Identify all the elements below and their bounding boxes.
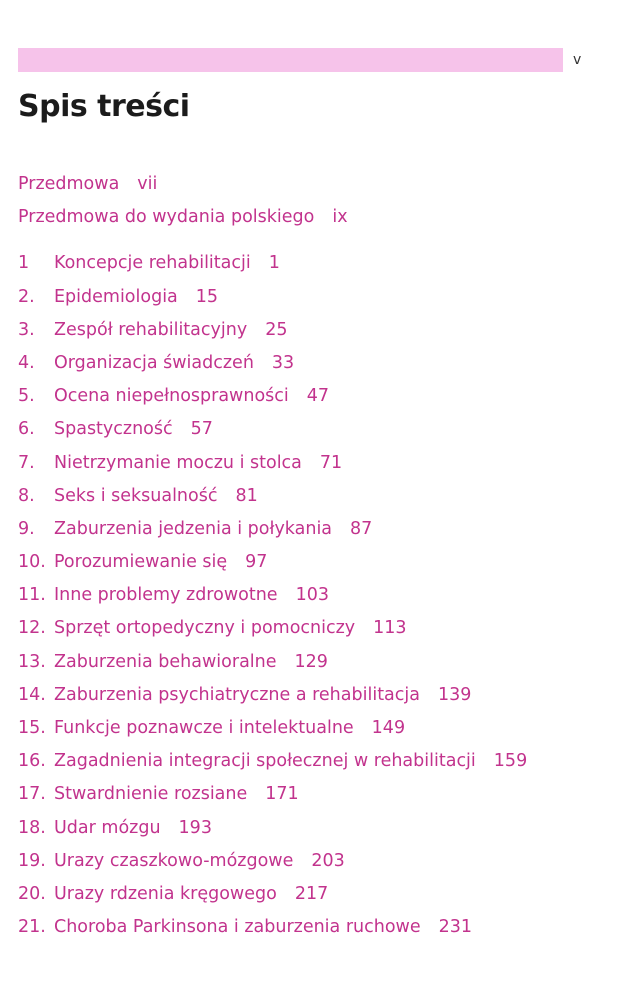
toc-entry-page: 159 xyxy=(493,751,528,772)
toc-entry-page: 231 xyxy=(438,917,473,938)
toc-entry-title: Zespół rehabilitacyjny xyxy=(54,319,248,340)
toc-chapter-item[interactable] xyxy=(18,778,628,811)
toc-chapter-number: 1 xyxy=(18,253,30,274)
toc-entry-page: 139 xyxy=(438,684,472,705)
toc-entry-title: Sprzęt ortopedyczny i pomocniczy xyxy=(54,618,356,639)
toc-entry-title: Stwardnienie rozsiane xyxy=(54,784,248,805)
toc-chapter-number: 19. xyxy=(18,850,46,871)
toc-entry-title: Zaburzenia psychiatryczne a rehabilitacja xyxy=(54,684,420,705)
toc-chapter-item[interactable] xyxy=(18,911,628,944)
toc-chapter-item[interactable] xyxy=(18,745,628,778)
toc-front-item[interactable] xyxy=(18,168,628,201)
toc-entry-title: Spastyczność xyxy=(54,419,173,440)
toc-entry-page: 203 xyxy=(311,850,345,871)
toc-entry-page: 25 xyxy=(265,319,288,340)
toc-chapter-number: 18. xyxy=(18,817,46,838)
toc-entry-title: Zaburzenia behawioralne xyxy=(54,651,277,672)
toc-chapter-number: 6. xyxy=(18,419,35,440)
toc-chapter-number: 12. xyxy=(18,618,46,639)
table-of-contents xyxy=(18,168,628,944)
toc-entry-page: 47 xyxy=(306,386,330,407)
toc-chapter-item[interactable] xyxy=(18,480,628,513)
toc-chapter-number: 20. xyxy=(18,883,46,904)
toc-entry-page: 87 xyxy=(350,518,373,539)
toc-chapter-number: 10. xyxy=(18,552,46,573)
toc-chapter-item[interactable] xyxy=(18,247,628,280)
header-accent-bar xyxy=(18,48,563,72)
toc-entry-title: Nietrzymanie moczu i stolca xyxy=(54,452,302,473)
toc-chapter-number: 13. xyxy=(18,651,46,672)
toc-chapter-number: 9. xyxy=(18,518,35,539)
toc-front-item[interactable] xyxy=(18,201,628,234)
toc-entry-page: 81 xyxy=(235,485,258,506)
toc-chapter-item[interactable] xyxy=(18,878,628,911)
toc-entry-page: 15 xyxy=(195,286,219,307)
page-number: v xyxy=(573,52,582,68)
toc-entry-title: Zaburzenia jedzenia i połykania xyxy=(54,518,333,539)
toc-entry-page: 129 xyxy=(294,651,328,672)
toc-chapter-item[interactable] xyxy=(18,281,628,314)
toc-chapter-number: 15. xyxy=(18,718,46,738)
toc-chapter-item[interactable] xyxy=(18,347,628,380)
toc-entry-page: 217 xyxy=(294,883,329,904)
toc-chapter-item[interactable] xyxy=(18,612,628,645)
toc-entry-title: Przedmowa xyxy=(18,174,120,194)
toc-entry-page: 113 xyxy=(373,618,407,639)
toc-entry-page: 171 xyxy=(265,784,299,805)
front-matter-list xyxy=(18,168,628,234)
toc-chapter-number: 7. xyxy=(18,452,35,473)
toc-entry-page: 149 xyxy=(371,718,406,738)
toc-entry-page: ix xyxy=(332,207,348,228)
toc-entry-title: Organizacja świadczeń xyxy=(54,352,254,373)
toc-chapter-number: 16. xyxy=(18,751,46,772)
toc-entry-title: Zagadnienia integracji społecznej w rehabilitacji xyxy=(54,751,476,772)
toc-chapter-number: 3. xyxy=(18,319,35,340)
toc-chapter-number: 11. xyxy=(18,585,46,606)
toc-chapter-number: 14. xyxy=(18,684,46,705)
toc-entry-title: Seks i seksualność xyxy=(54,485,218,506)
toc-entry-title: Porozumiewanie się xyxy=(54,552,228,573)
toc-entry-title: Koncepcje rehabilitacji xyxy=(54,253,251,274)
toc-entry-page: 71 xyxy=(319,452,343,473)
toc-chapter-item[interactable] xyxy=(18,546,628,579)
toc-entry-title: Przedmowa do wydania polskiego xyxy=(18,207,315,228)
toc-entry-title: Funkcje poznawcze i intelektualne xyxy=(54,718,354,738)
toc-chapter-item[interactable] xyxy=(18,845,628,878)
page-title: Spis treści xyxy=(18,89,190,124)
toc-chapter-item[interactable] xyxy=(18,646,628,679)
toc-entry-title: Udar mózgu xyxy=(54,817,161,838)
toc-chapter-item[interactable] xyxy=(18,447,628,480)
toc-entry-title: Urazy rdzenia kręgowego xyxy=(54,883,277,904)
toc-chapter-item[interactable] xyxy=(18,413,628,446)
toc-entry-page: 33 xyxy=(271,352,295,373)
toc-chapter-number: 8. xyxy=(18,485,35,506)
toc-entry-page: 57 xyxy=(190,419,213,440)
toc-entry-page: vii xyxy=(137,174,158,194)
toc-entry-page: 1 xyxy=(268,253,280,274)
toc-chapter-item[interactable] xyxy=(18,579,628,612)
toc-chapter-item[interactable] xyxy=(18,812,628,845)
toc-entry-title: Epidemiologia xyxy=(54,286,178,307)
toc-chapter-item[interactable] xyxy=(18,712,628,745)
toc-entry-page: 97 xyxy=(245,552,268,573)
toc-chapter-item[interactable] xyxy=(18,513,628,546)
chapter-list xyxy=(18,247,628,944)
toc-entry-title: Ocena niepełnosprawności xyxy=(54,386,289,407)
toc-entry-title: Urazy czaszkowo-mózgowe xyxy=(54,850,294,871)
toc-chapter-number: 17. xyxy=(18,784,46,805)
toc-chapter-number: 4. xyxy=(18,352,35,373)
toc-chapter-number: 2. xyxy=(18,286,35,307)
toc-chapter-item[interactable] xyxy=(18,314,628,347)
toc-chapter-number: 21. xyxy=(18,917,46,938)
toc-entry-title: Inne problemy zdrowotne xyxy=(54,585,278,606)
toc-entry-title: Choroba Parkinsona i zaburzenia ruchowe xyxy=(54,917,421,938)
toc-chapter-item[interactable] xyxy=(18,380,628,413)
toc-chapter-item[interactable] xyxy=(18,679,628,712)
toc-entry-page: 193 xyxy=(178,817,212,838)
toc-entry-page: 103 xyxy=(295,585,329,606)
toc-chapter-number: 5. xyxy=(18,386,35,407)
